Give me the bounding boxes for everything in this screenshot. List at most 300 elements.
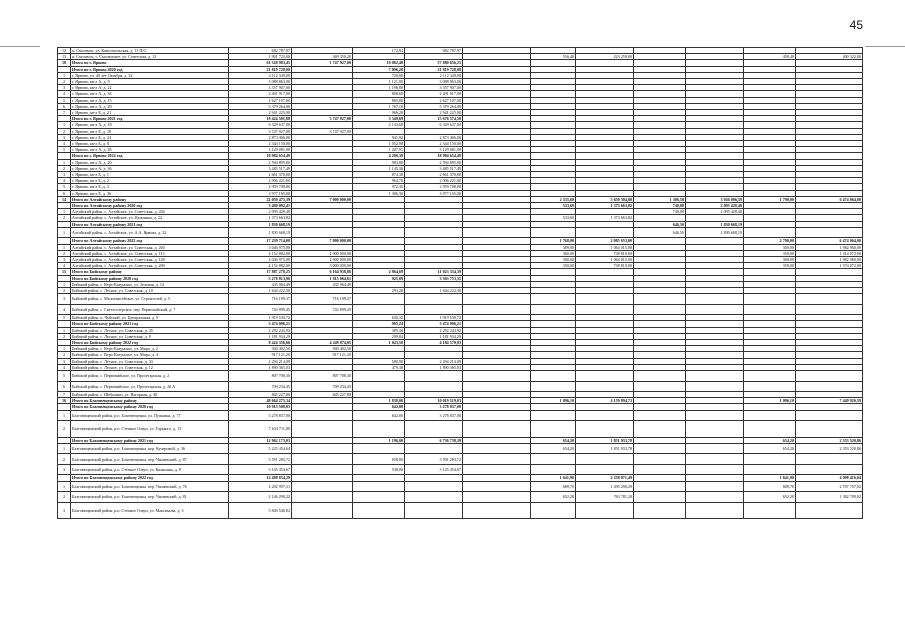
value-cell: 917 121,20 xyxy=(229,352,292,358)
value-cell: 6 474 064,00 xyxy=(796,238,863,244)
value-cell: 743 899,45 xyxy=(229,304,292,315)
row-number: 3 xyxy=(58,134,71,140)
address-cell: г. Ярвово, кв-л А, д. 18 xyxy=(71,122,229,128)
row-number: 3 xyxy=(58,172,71,178)
value-cell: 1 096,10 xyxy=(531,398,576,404)
row-number: 2 xyxy=(58,454,71,465)
row-number: 6 xyxy=(58,190,71,196)
value-cell: 5 379 264,00 xyxy=(229,103,292,109)
value-cell: 2 335,60 xyxy=(531,196,576,202)
row-number: 3 xyxy=(58,85,71,91)
address-cell: п. Смоленск, с. Смоленское, ул. Советская, д. 12 xyxy=(71,54,229,60)
value-cell: 1 644 222,30 xyxy=(229,288,292,294)
value-cell xyxy=(796,371,863,382)
address-cell: Благовещенский район, р.п. Благовещенка, пер. Чапаевский, д. 87 xyxy=(71,454,229,465)
value-cell: 2 095 428,40 xyxy=(686,203,744,209)
value-cell xyxy=(463,294,531,305)
value-cell: 6 736 738,39 xyxy=(405,437,463,443)
row-number: 15 xyxy=(58,269,71,275)
value-cell: 7 000 000,00 xyxy=(292,196,353,202)
address-cell: Итого по Бийскому району 2021 год xyxy=(71,321,229,327)
value-cell: 61 328 983,45 xyxy=(229,60,292,66)
value-cell: 48 664 275,34 xyxy=(229,398,292,404)
row-number: 16 xyxy=(58,398,71,404)
value-cell: 1 373 663,82 xyxy=(576,215,634,221)
value-cell: 2 959 708,00 xyxy=(229,184,292,190)
table-row xyxy=(58,443,863,454)
value-cell: 3 000 000,00 xyxy=(292,263,353,269)
value-cell xyxy=(634,421,686,438)
value-cell: 1 314 072,00 xyxy=(796,250,863,256)
value-cell xyxy=(405,304,463,315)
value-cell: 1 373 663,82 xyxy=(229,215,292,221)
value-cell: 400 322,00 xyxy=(796,54,863,60)
value-cell: 4 152 882,00 xyxy=(229,250,292,256)
value-cell: 18 984 654,49 xyxy=(229,153,292,159)
value-cell: 11 023 334,39 xyxy=(405,269,463,275)
value-cell: 2 258 071,49 xyxy=(576,475,634,481)
value-cell: 3 145 454,67 xyxy=(229,464,292,475)
value-cell: 458,40 xyxy=(744,54,796,60)
value-cell xyxy=(576,294,634,305)
value-cell: 646,50 xyxy=(634,221,686,227)
value-cell: 720,00 xyxy=(353,72,405,78)
value-cell xyxy=(796,421,863,438)
value-cell: 2 112 349,00 xyxy=(405,72,463,78)
value-cell xyxy=(463,492,531,503)
value-cell xyxy=(796,410,863,421)
row-number: 2 xyxy=(58,352,71,358)
value-cell xyxy=(531,454,576,465)
value-cell xyxy=(686,443,744,454)
address-cell: Благовещенский район, р.п. Благовещенка, пер. Чапаевский, д. 76 xyxy=(71,481,229,492)
value-cell: 964,70 xyxy=(353,178,405,184)
value-cell xyxy=(686,381,744,392)
value-cell: 2 906 221,00 xyxy=(229,178,292,184)
value-cell xyxy=(405,294,463,305)
value-cell: 3 977 165,00 xyxy=(405,190,463,196)
address-cell: Итого по Бийскому району 2020 год xyxy=(71,275,229,281)
value-cell: 299,84 xyxy=(353,333,405,339)
value-cell: 3 088 863,00 xyxy=(229,79,292,85)
address-cell: г. Ярвово, кв-л А, д. 34 xyxy=(71,91,229,97)
value-cell: 807 708,30 xyxy=(292,371,353,382)
value-cell: 4 098 416,04 xyxy=(796,475,863,481)
row-number: 2 xyxy=(58,421,71,438)
address-cell: Бийский район, с. Лесное, ул. Советская, д. 10 xyxy=(71,288,229,294)
value-cell xyxy=(744,381,796,392)
value-cell: 2 292 243,92 xyxy=(229,327,292,333)
value-cell: 57 880 656,25 xyxy=(405,60,463,66)
value-cell: 19 424 501,88 xyxy=(229,116,292,122)
value-cell: 1 064 015,00 xyxy=(576,244,634,250)
address-cell: Итого по Бийскому району xyxy=(71,269,229,275)
value-cell: 1 644 222,30 xyxy=(405,288,463,294)
value-cell xyxy=(634,371,686,382)
value-cell: 1 919 530,72 xyxy=(405,315,463,321)
value-cell: 845 227,80 xyxy=(292,392,353,398)
address-cell: г. Ярвово, кв-л А, д. 9 xyxy=(71,79,229,85)
value-cell: 4 152 882,00 xyxy=(229,263,292,269)
value-cell xyxy=(463,421,531,438)
table-row xyxy=(58,421,863,438)
value-cell xyxy=(634,454,686,465)
value-cell xyxy=(292,227,353,238)
address-cell: г. Ярвово, кв-л А, д. 20 xyxy=(71,159,229,165)
value-cell xyxy=(463,227,531,238)
value-cell: 940 402,50 xyxy=(229,346,292,352)
value-cell: 1 890 365,03 xyxy=(229,364,292,370)
value-cell xyxy=(686,502,744,519)
value-cell: 1 901 723,00 xyxy=(229,54,292,60)
address-cell: Бийский район, с. Малоенисейское, ул. Строителей, д. 5 xyxy=(71,294,229,305)
row-number: 2 xyxy=(58,492,71,503)
row-number: 1 xyxy=(58,410,71,421)
table-row xyxy=(58,227,863,238)
value-cell xyxy=(405,381,463,392)
row-number: 5 xyxy=(58,147,71,153)
value-cell: 350,00 xyxy=(744,250,796,256)
value-cell xyxy=(576,371,634,382)
value-cell: 2 594 895,00 xyxy=(229,159,292,165)
value-cell xyxy=(744,371,796,382)
value-cell: 3 747 927,00 xyxy=(292,128,353,134)
value-cell: 4 046 975,00 xyxy=(229,257,292,263)
value-cell: 654,20 xyxy=(531,437,576,443)
value-cell: 983,80 xyxy=(353,159,405,165)
address-cell: Благовещенский район, р.п. Благовещенка, пер. Кучеровой, д. 36 xyxy=(71,443,229,454)
value-cell: 743 899,45 xyxy=(292,304,353,315)
row-number: 2 xyxy=(58,288,71,294)
value-cell: 2 112 349,00 xyxy=(229,72,292,78)
value-cell: 15 676 574,50 xyxy=(405,116,463,122)
value-cell: 3 469 092,41 xyxy=(229,203,292,209)
row-number: 4 xyxy=(58,304,71,315)
value-cell: 941,92 xyxy=(353,134,405,140)
table-row xyxy=(58,371,863,382)
value-cell xyxy=(744,464,796,475)
value-cell: 874,30 xyxy=(353,172,405,178)
page-number: 45 xyxy=(849,18,863,32)
value-cell xyxy=(686,421,744,438)
value-cell: 2 627 107,00 xyxy=(229,97,292,103)
value-cell: 5 349,69 xyxy=(353,116,405,122)
value-cell: 1 096,10 xyxy=(744,398,796,404)
value-cell: 3 474 096,21 xyxy=(229,321,292,327)
scan-edge-line xyxy=(0,46,40,47)
value-cell: 709 234,45 xyxy=(292,381,353,392)
address-cell: Алтайский район, с. Алтайское, ул. Советская, д. 113 xyxy=(71,250,229,256)
value-cell xyxy=(744,410,796,421)
address-cell: Алтайский район, с. Алтайское, ул. Советская, д. 128 xyxy=(71,257,229,263)
value-cell: 2 661 370,00 xyxy=(229,172,292,178)
value-cell xyxy=(531,421,576,438)
row-number: 4 xyxy=(58,91,71,97)
value-cell: 300,00 xyxy=(744,257,796,263)
value-cell: 2 146 290,22 xyxy=(229,492,292,503)
value-cell xyxy=(686,481,744,492)
address-cell: Алтайский район, с. Алтайское, ул. Целинная, д. 22 xyxy=(71,215,229,221)
value-cell xyxy=(405,443,463,454)
value-cell xyxy=(463,454,531,465)
address-cell: Итого по г. Ярвово xyxy=(71,60,229,66)
table-row xyxy=(58,502,863,519)
value-cell: 682 787,97 xyxy=(229,48,292,54)
value-cell: 646,50 xyxy=(634,227,686,238)
address-cell: Алтайский район, с. Алтайское, ул. Советская, д. 200 xyxy=(71,263,229,269)
value-cell: 18 984 654,49 xyxy=(405,153,463,159)
address-cell: Бийский район, п. Чуйский, ул. Центральная, д. 9 xyxy=(71,315,229,321)
value-cell: 3 747 927,00 xyxy=(229,128,292,134)
value-cell: 369 350,20 xyxy=(292,54,353,60)
value-cell xyxy=(292,481,353,492)
row-number: 3 xyxy=(58,257,71,263)
value-cell: 6 474 064,00 xyxy=(796,196,863,202)
value-cell xyxy=(531,410,576,421)
value-cell: 2 143,60 xyxy=(353,122,405,128)
table-row xyxy=(58,381,863,392)
value-cell: 2 627 107,00 xyxy=(405,97,463,103)
value-cell xyxy=(353,381,405,392)
row-number: 2 xyxy=(58,333,71,339)
value-cell xyxy=(744,227,796,238)
value-cell: 7 634 711,00 xyxy=(229,421,292,438)
value-cell: 2 873 406,00 xyxy=(405,134,463,140)
value-cell xyxy=(531,371,576,382)
value-cell: 172,94 xyxy=(353,48,405,54)
value-cell xyxy=(531,294,576,305)
address-cell: г. Ярвово, кв-л А, д. 15 xyxy=(71,97,229,103)
value-cell xyxy=(634,410,686,421)
value-cell xyxy=(292,492,353,503)
value-cell xyxy=(353,481,405,492)
row-number: 2 xyxy=(58,215,71,221)
value-cell: 716 199,37 xyxy=(229,294,292,305)
address-cell: Благовещенский район, р.п. Степное Озеро, ул. Калинина, д. 8 xyxy=(71,464,229,475)
value-cell: 10 913 508,03 xyxy=(229,404,292,410)
value-cell xyxy=(353,443,405,454)
value-cell: 5 379 264,00 xyxy=(405,103,463,109)
value-cell: 3 357 907,00 xyxy=(405,85,463,91)
value-cell: 865,00 xyxy=(353,97,405,103)
value-cell xyxy=(463,464,531,475)
row-number: 2 xyxy=(58,79,71,85)
row-number: 1 xyxy=(58,244,71,250)
value-cell xyxy=(796,294,863,305)
row-number: 1 xyxy=(58,209,71,215)
value-cell: 479,30 xyxy=(353,364,405,370)
value-cell: 642,00 xyxy=(353,404,405,410)
row-number: 5 xyxy=(58,371,71,382)
address-cell: Итого по Алтайскому району 2020 год xyxy=(71,203,229,209)
value-cell xyxy=(796,381,863,392)
value-cell: 689,70 xyxy=(531,481,576,492)
value-cell: 389,00 xyxy=(531,244,576,250)
row-number: 1 xyxy=(58,481,71,492)
value-cell xyxy=(353,492,405,503)
value-cell: 3 747 927,00 xyxy=(292,116,353,122)
value-cell: 2 864,69 xyxy=(353,269,405,275)
value-cell: 6 329 637,00 xyxy=(229,122,292,128)
value-cell: 350,00 xyxy=(531,263,576,269)
value-cell: 435 964,49 xyxy=(292,281,353,287)
table-row xyxy=(58,294,863,305)
value-cell: 3 591 283,72 xyxy=(229,454,292,465)
value-cell: 1 043,50 xyxy=(353,340,405,346)
table-row xyxy=(58,492,863,503)
value-cell: 350,00 xyxy=(744,263,796,269)
value-cell: 689,70 xyxy=(744,481,796,492)
value-cell: 1 851 933,78 xyxy=(576,437,634,443)
row-number: 5 xyxy=(58,184,71,190)
value-cell: 966,20 xyxy=(353,110,405,116)
address-cell: Благовещенский район, р.п. Благовещенка, пер. Чапаевский, д. 81 xyxy=(71,492,229,503)
value-cell xyxy=(634,381,686,392)
value-cell: 2 353 520,86 xyxy=(796,437,863,443)
value-cell: 12 962 173,03 xyxy=(229,437,292,443)
value-cell: 1 306,50 xyxy=(634,196,686,202)
value-cell: 533,60 xyxy=(531,215,576,221)
value-cell: 1 373 663,82 xyxy=(576,203,634,209)
value-cell: 738 810,00 xyxy=(576,250,634,256)
value-cell: 7 096,20 xyxy=(353,66,405,72)
address-cell: Благовещенский район, р.п. Степное Озеро, ул. Максимова, д. 3 xyxy=(71,502,229,519)
row-number: 12 xyxy=(58,48,71,54)
value-cell: 740,00 xyxy=(634,203,686,209)
address-cell: Итого по г. Ярвово 2021 год xyxy=(71,116,229,122)
value-cell: 4 202 997,31 xyxy=(229,481,292,492)
value-cell: 1 052,98 xyxy=(353,141,405,147)
address-cell: г. Ярвово, кв-л А, д. 22 xyxy=(71,85,229,91)
value-cell xyxy=(744,294,796,305)
value-cell xyxy=(405,481,463,492)
value-cell: 3 474 096,21 xyxy=(405,321,463,327)
value-cell: 4 249 874,05 xyxy=(292,340,353,346)
value-cell: 2 491 917,00 xyxy=(229,91,292,97)
value-cell xyxy=(744,454,796,465)
row-number: 4 xyxy=(58,364,71,370)
value-cell: 1 830 668,19 xyxy=(686,227,744,238)
address-cell: г. Ярвово, кв-л Е, д. 24 xyxy=(71,134,229,140)
value-cell: 3 977 165,00 xyxy=(229,190,292,196)
value-cell: 6 329 637,00 xyxy=(405,122,463,128)
address-cell: Итого по Алтайскому району 2022 год xyxy=(71,238,229,244)
value-cell: 716 199,37 xyxy=(292,294,353,305)
value-cell: 2 294 214,09 xyxy=(405,358,463,364)
value-cell xyxy=(686,464,744,475)
value-cell xyxy=(292,502,353,519)
row-number: 7 xyxy=(58,110,71,116)
value-cell xyxy=(463,381,531,392)
address-cell: Алтайский район, с. Алтайское, ул. Советская, д. 204 xyxy=(71,209,229,215)
value-cell xyxy=(576,381,634,392)
row-number: 5 xyxy=(58,315,71,321)
value-cell: 808,60 xyxy=(353,91,405,97)
value-cell xyxy=(531,304,576,315)
value-cell: 2 941 225,00 xyxy=(405,110,463,116)
value-cell: 1 838,00 xyxy=(353,398,405,404)
value-cell: 2 000 000,00 xyxy=(292,257,353,263)
value-cell: 4 184 579,93 xyxy=(405,340,463,346)
value-cell: 2 095 428,40 xyxy=(686,209,744,215)
value-cell: 1 830 668,19 xyxy=(229,227,292,238)
value-cell: 19 082,40 xyxy=(353,60,405,66)
value-cell: 3 485 517,49 xyxy=(229,165,292,171)
value-cell: 3 046 975,00 xyxy=(229,244,292,250)
value-cell xyxy=(686,410,744,421)
value-cell: 5 278 813,96 xyxy=(229,275,292,281)
value-cell: 435 964,49 xyxy=(229,281,292,287)
value-cell: 3 129 081,00 xyxy=(229,147,292,153)
value-cell xyxy=(531,227,576,238)
value-cell xyxy=(531,502,576,519)
value-cell: 22 059 475,39 xyxy=(229,196,292,202)
address-cell: г. Ярвово, кв-л Е, д. 10 xyxy=(71,128,229,134)
row-number: 18 xyxy=(58,60,71,66)
value-cell xyxy=(353,371,405,382)
value-cell xyxy=(463,371,531,382)
address-cell: г. Ярвово, кв-л Б, д. 3 xyxy=(71,184,229,190)
value-cell: 940 402,50 xyxy=(292,346,353,352)
value-cell: 1 768,00 xyxy=(531,238,576,244)
value-cell xyxy=(353,304,405,315)
address-cell: Бийский район, с. Верх-Катунское, ул. Зеленая, д. 14 xyxy=(71,281,229,287)
value-cell xyxy=(405,421,463,438)
row-number: 13 xyxy=(58,54,71,60)
value-cell xyxy=(576,464,634,475)
value-cell xyxy=(531,464,576,475)
value-cell xyxy=(686,294,744,305)
value-cell: 1 121,80 xyxy=(353,79,405,85)
value-cell xyxy=(634,492,686,503)
value-cell: 1 198,80 xyxy=(353,85,405,91)
value-cell: 1 064 015,00 xyxy=(576,257,634,263)
value-cell: 5 659 304,80 xyxy=(576,196,634,202)
value-cell: 5 225 454,64 xyxy=(229,443,292,454)
value-cell xyxy=(576,304,634,315)
value-cell xyxy=(744,502,796,519)
value-cell xyxy=(405,502,463,519)
value-cell: 654,20 xyxy=(744,437,796,443)
value-cell xyxy=(576,454,634,465)
address-cell: Итого по Благовещенскому району 2022 год xyxy=(71,475,229,481)
scan-edge-line xyxy=(865,46,905,47)
value-cell: 3 591 283,72 xyxy=(405,454,463,465)
row-number: 6 xyxy=(58,103,71,109)
value-cell: 905,24 xyxy=(353,321,405,327)
address-cell: Итого по г. Ярвово 2022 год xyxy=(71,153,229,159)
value-cell xyxy=(353,227,405,238)
address-cell: Итого по Благовещенскому району 2020 год xyxy=(71,404,229,410)
value-cell: 807 708,30 xyxy=(229,371,292,382)
row-number: 1 xyxy=(58,227,71,238)
value-cell: 658,00 xyxy=(353,454,405,465)
row-number: 2 xyxy=(58,165,71,171)
value-cell: 642,00 xyxy=(353,410,405,421)
value-cell: 2 790,00 xyxy=(744,238,796,244)
value-cell xyxy=(405,227,463,238)
value-cell xyxy=(292,443,353,454)
value-cell: 972,30 xyxy=(353,184,405,190)
value-cell: 763 781,20 xyxy=(576,492,634,503)
capital-repair-plan-table xyxy=(57,47,863,519)
value-cell: 3 278 837,00 xyxy=(229,410,292,421)
row-number: 1 xyxy=(58,159,71,165)
value-cell xyxy=(634,481,686,492)
value-cell: 3 088 863,00 xyxy=(405,79,463,85)
value-cell: 1 790,00 xyxy=(744,196,796,202)
row-number: 3 xyxy=(58,464,71,475)
